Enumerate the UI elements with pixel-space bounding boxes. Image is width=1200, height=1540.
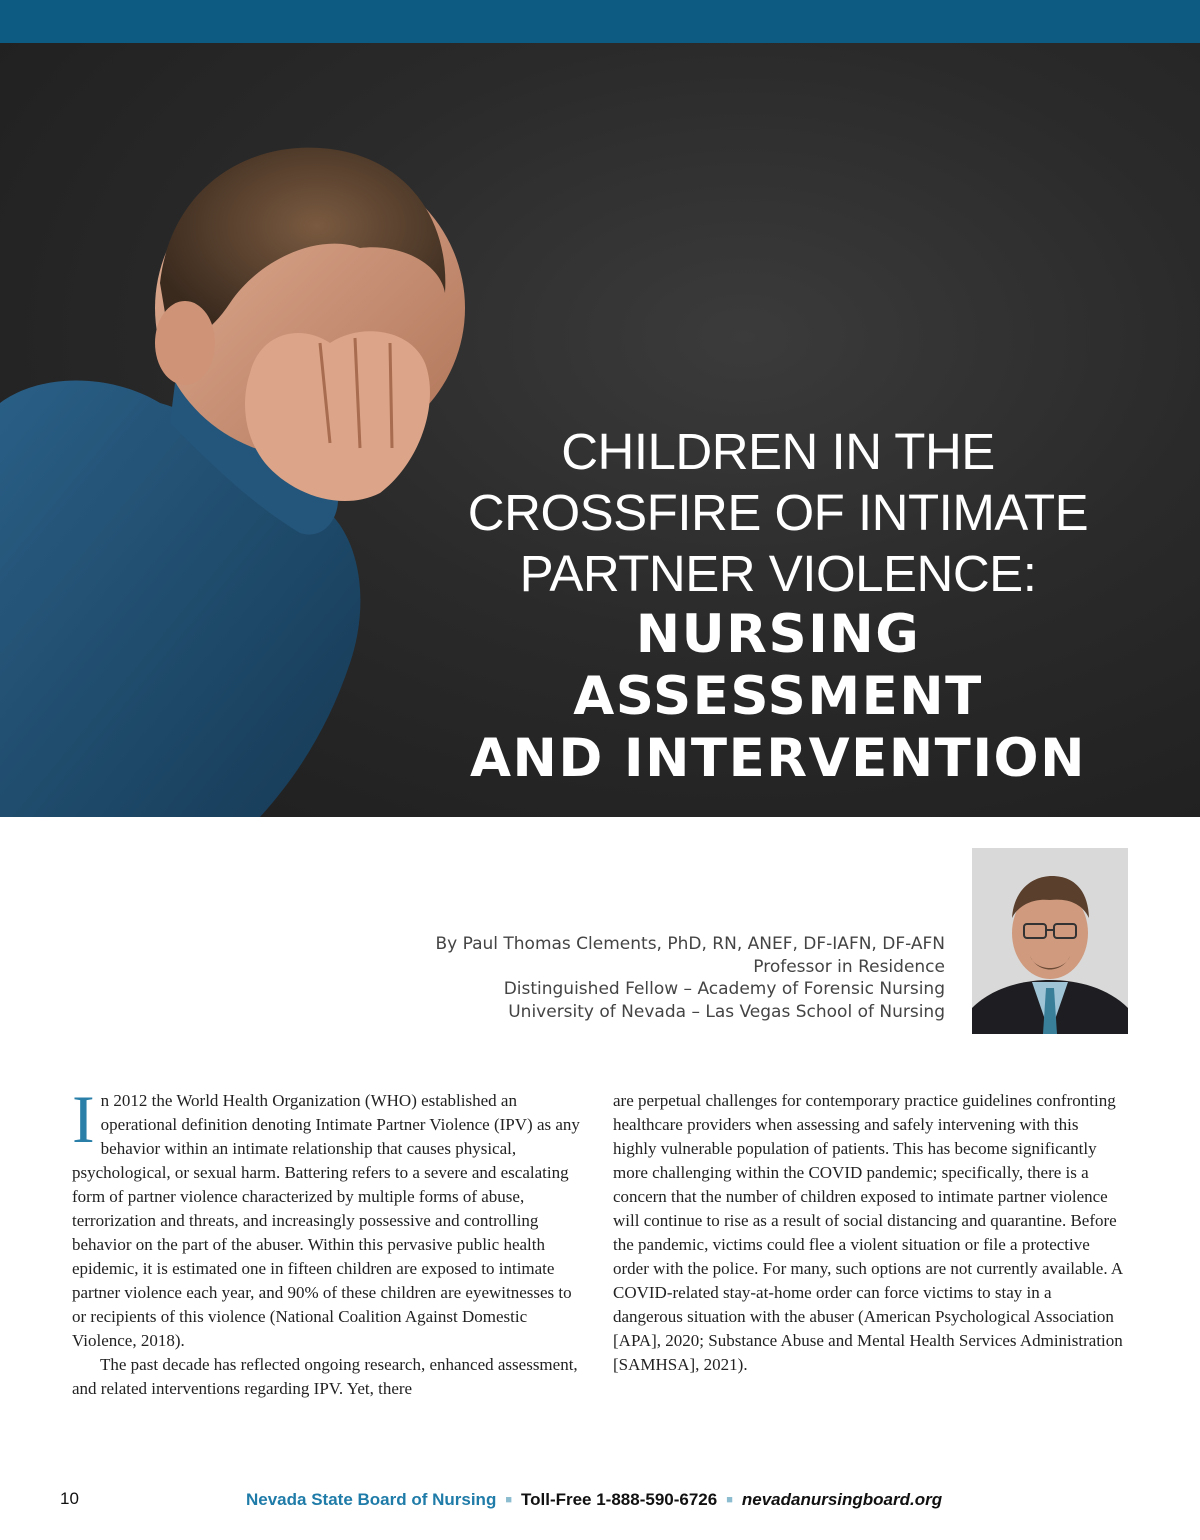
author-headshot xyxy=(972,848,1128,1034)
page-footer xyxy=(246,1490,942,1510)
article-paragraph-3: are perpetual challenges for contemporary practice guidelines confronting healthcare providers when assessing and safely intervening with this highly vulnerable population of patients. This has become significantly more challenging within the COVID pandemic; specifically, there is a concern that the number of children exposed to intimate partner violence will continue to rise as a result of social distancing and quarantine. Before the pandemic, victims could flee a violent situation or file a protective order with the police. For many, such options are not currently available. A COVID-related stay-at-home order can force victims to stay in a dangerous situation with the abuser (American Psychological Association [APA], 2020; Substance Abuse and Mental Health Services Administration [SAMHSA], 2021). xyxy=(613,1091,1123,1374)
author-byline xyxy=(435,933,945,1023)
title-bold-line-3: AND INTERVENTION xyxy=(470,728,1086,789)
page-number: 10 xyxy=(60,1489,79,1508)
title-line-3: PARTNER VIOLENCE: xyxy=(519,545,1037,602)
article-paragraph-1 xyxy=(72,1081,590,1353)
footer-website[interactable]: nevadanursingboard.org xyxy=(741,1490,943,1509)
top-color-bar xyxy=(0,0,1200,43)
article-paragraph-2: The past decade has reflected ongoing research, enhanced assessment, and related interventions regarding IPV. Yet, there xyxy=(72,1355,578,1398)
footer-separator-2: ■ xyxy=(726,1494,733,1506)
article-column-right xyxy=(613,1089,1123,1377)
paragraph-1-text: n 2012 the World Health Organization (WHO) established an operational definition denoting Intimate Partner Violence (IPV) as any behavior within an intimate relationship that causes physical, psychological, or sexual harm. Battering refers to a severe and escalating form of partner violence characterized by multiple forms of abuse, terrorization and threats, and increasingly possessive and controlling behavior on the part of the abuser. Within this pervasive public health epidemic, it is estimated one in fifteen children are exposed to intimate partner violence each year, and 90% of these children are eyewitnesses to or recipients of this violence (National Coalition Against Domestic Violence, 2018). xyxy=(72,1091,580,1350)
hero-banner xyxy=(0,43,1200,817)
byline-affiliation: University of Nevada – Las Vegas School of Nursing xyxy=(508,1001,945,1022)
title-bold-line-2: ASSESSMENT xyxy=(573,666,983,727)
article-column-left xyxy=(72,1081,590,1401)
article-title xyxy=(420,421,1136,790)
footer-org-name: Nevada State Board of Nursing xyxy=(246,1490,497,1509)
title-line-2: CROSSFIRE OF INTIMATE xyxy=(467,484,1089,541)
footer-phone: Toll-Free 1-888-590-6726 xyxy=(520,1490,718,1509)
drop-cap: I xyxy=(72,1081,95,1157)
title-line-1: CHILDREN IN THE xyxy=(561,423,995,480)
byline-title: Professor in Residence xyxy=(753,956,945,977)
byline-fellowship: Distinguished Fellow – Academy of Forensic Nursing xyxy=(503,979,945,999)
title-bold-line-1: NURSING xyxy=(635,604,921,665)
byline-author-name: By Paul Thomas Clements, PhD, RN, ANEF, DF-IAFN, DF-AFN xyxy=(435,934,945,954)
footer-separator-1: ■ xyxy=(505,1494,512,1506)
